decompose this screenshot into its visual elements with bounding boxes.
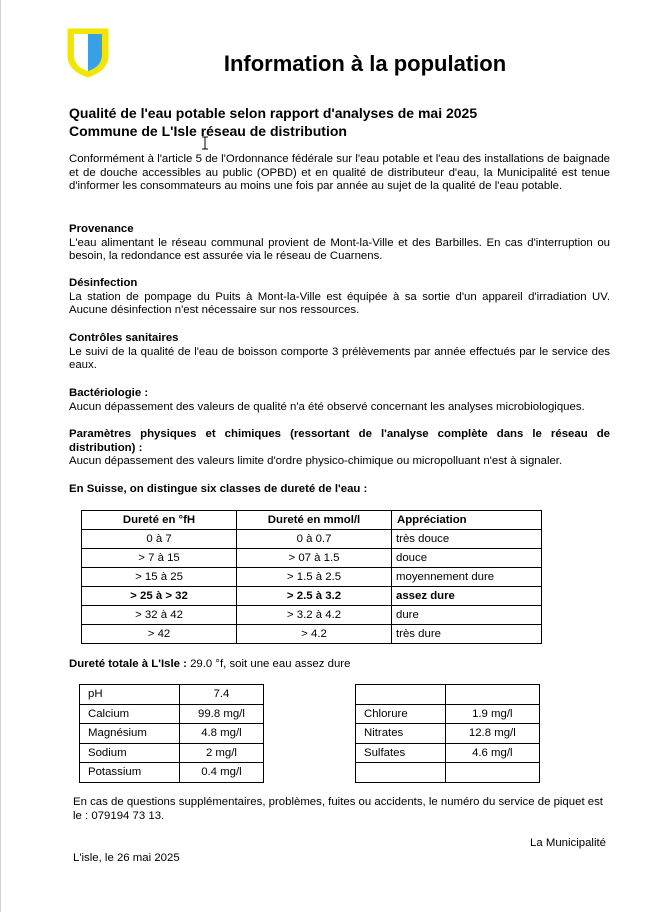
table-row [80, 763, 264, 783]
mineral-value: 0.4 mg/l [179, 763, 263, 783]
hardness-classes-heading: En Suisse, on distingue six classes de dureté de l'eau : [69, 483, 368, 495]
section-heading: Paramètres physiques et chimiques (ressortant de l'analyse complète dans le réseau de distribution) : [69, 428, 610, 454]
table-cell: dure [392, 606, 542, 625]
table-cell: assez dure [392, 587, 542, 606]
table-cell: très dure [392, 625, 542, 644]
table-cell: > 2.5 à 3.2 [237, 587, 392, 606]
mineral-value: 1.9 mg/l [445, 704, 539, 724]
table-row [356, 704, 540, 724]
mineral-name: Magnésium [80, 724, 180, 744]
table-row [82, 549, 542, 568]
section-heading: Contrôles sanitaires [69, 332, 179, 344]
contact-paragraph: En cas de questions supplémentaires, problèmes, fuites ou accidents, le numéro du service de piquet est le : 079194 73 13. [73, 796, 603, 822]
table-cell: > 32 à 42 [82, 606, 237, 625]
section-controles [69, 332, 610, 373]
signature: La Municipalité [530, 837, 606, 849]
mineral-name [356, 685, 446, 705]
section-heading: Désinfection [69, 277, 138, 289]
table-row [356, 743, 540, 763]
mineral-name: Nitrates [356, 724, 446, 744]
text-cursor-icon [201, 136, 209, 150]
minerals-table-left [79, 684, 264, 783]
mineral-value: 12.8 mg/l [445, 724, 539, 744]
table-cell: 0 à 7 [82, 530, 237, 549]
page-title: Information à la population [223, 51, 507, 76]
table-cell: > 25 à > 32 [82, 587, 237, 606]
report-subtitle: Qualité de l'eau potable selon rapport d'analyses de mai 2025 [69, 105, 478, 121]
table-cell: douce [392, 549, 542, 568]
section-text: La station de pompage du Puits à Mont-la-Ville est équipée à sa sortie d'un appareil d'irradiation UV. Aucune désinfection n'est nécessaire sur nos ressources. [69, 290, 610, 317]
table-row [356, 685, 540, 705]
mineral-name: Calcium [80, 704, 180, 724]
table-cell: > 07 à 1.5 [237, 549, 392, 568]
table-cell: > 7 à 15 [82, 549, 237, 568]
table-cell: > 3.2 à 4.2 [237, 606, 392, 625]
table-row-highlighted [82, 587, 542, 606]
table-cell: > 42 [82, 625, 237, 644]
table-row [80, 743, 264, 763]
hardness-table [81, 510, 542, 644]
mineral-value: 2 mg/l [179, 743, 263, 763]
mineral-value: 4.8 mg/l [179, 724, 263, 744]
mineral-name: Chlorure [356, 704, 446, 724]
table-row [82, 606, 542, 625]
section-parametres [69, 428, 610, 469]
section-text: Le suivi de la qualité de l'eau de boisson comporte 3 prélèvements par année effectués par le service des eaux. [69, 345, 610, 372]
table-cell: > 4.2 [237, 625, 392, 644]
section-text: Aucun dépassement des valeurs limite d'ordre physico-chimique ou micropolluant n'est à signaler. [69, 455, 563, 468]
column-header: Dureté en mmol/l [237, 511, 392, 530]
table-row [80, 724, 264, 744]
mineral-value [445, 763, 539, 783]
section-text: Aucun dépassement des valeurs de qualité n'a été observé concernant les analyses microbiologiques. [69, 400, 585, 413]
table-cell: très douce [392, 530, 542, 549]
mineral-value: 99.8 mg/l [179, 704, 263, 724]
section-heading: Bactériologie : [69, 387, 149, 399]
table-row [356, 763, 540, 783]
minerals-table-right [355, 684, 540, 783]
intro-paragraph: Conformément à l'article 5 de l'Ordonnance fédérale sur l'eau potable et l'eau des installations de baignade et de douche accessibles au public (OPBD) et en qualité de distributeur d'eau, la Municipalité est tenue d'informer les consommateurs au moins une fois par année au sujet de la qualité de l'eau potable. [69, 153, 610, 193]
table-cell: > 15 à 25 [82, 568, 237, 587]
mineral-name: Sulfates [356, 743, 446, 763]
document-date: L'isle, le 26 mai 2025 [73, 852, 180, 864]
mineral-name: Sodium [80, 743, 180, 763]
section-heading: Provenance [69, 223, 134, 235]
column-header: Dureté en °fH [82, 511, 237, 530]
table-row [80, 704, 264, 724]
table-row [80, 685, 264, 705]
commune-subtitle: Commune de L'Isle réseau de distribution [69, 123, 347, 139]
section-bacteriologie [69, 387, 610, 414]
total-hardness-label: Dureté totale à L'Isle : [69, 658, 187, 670]
mineral-name: pH [80, 685, 180, 705]
table-cell: 0 à 0.7 [237, 530, 392, 549]
table-row [82, 530, 542, 549]
mineral-name [356, 763, 446, 783]
table-row [356, 724, 540, 744]
mineral-value: 4.6 mg/l [445, 743, 539, 763]
table-row [82, 625, 542, 644]
section-provenance [69, 223, 610, 264]
section-text: L'eau alimentant le réseau communal provient de Mont-la-Ville et des Barbilles. En cas d'interruption ou besoin, la redondance est assurée via le réseau de Cuarnens. [69, 236, 610, 263]
section-desinfection [69, 277, 610, 318]
column-header: Appréciation [392, 511, 542, 530]
total-hardness-value: 29.0 °f, soit une eau assez dure [190, 658, 351, 670]
table-header-row [82, 511, 542, 530]
mineral-value [445, 685, 539, 705]
table-cell: moyennement dure [392, 568, 542, 587]
table-cell: > 1.5 à 2.5 [237, 568, 392, 587]
table-row [82, 568, 542, 587]
total-hardness [69, 658, 610, 672]
mineral-value: 7.4 [179, 685, 263, 705]
mineral-name: Potassium [80, 763, 180, 783]
